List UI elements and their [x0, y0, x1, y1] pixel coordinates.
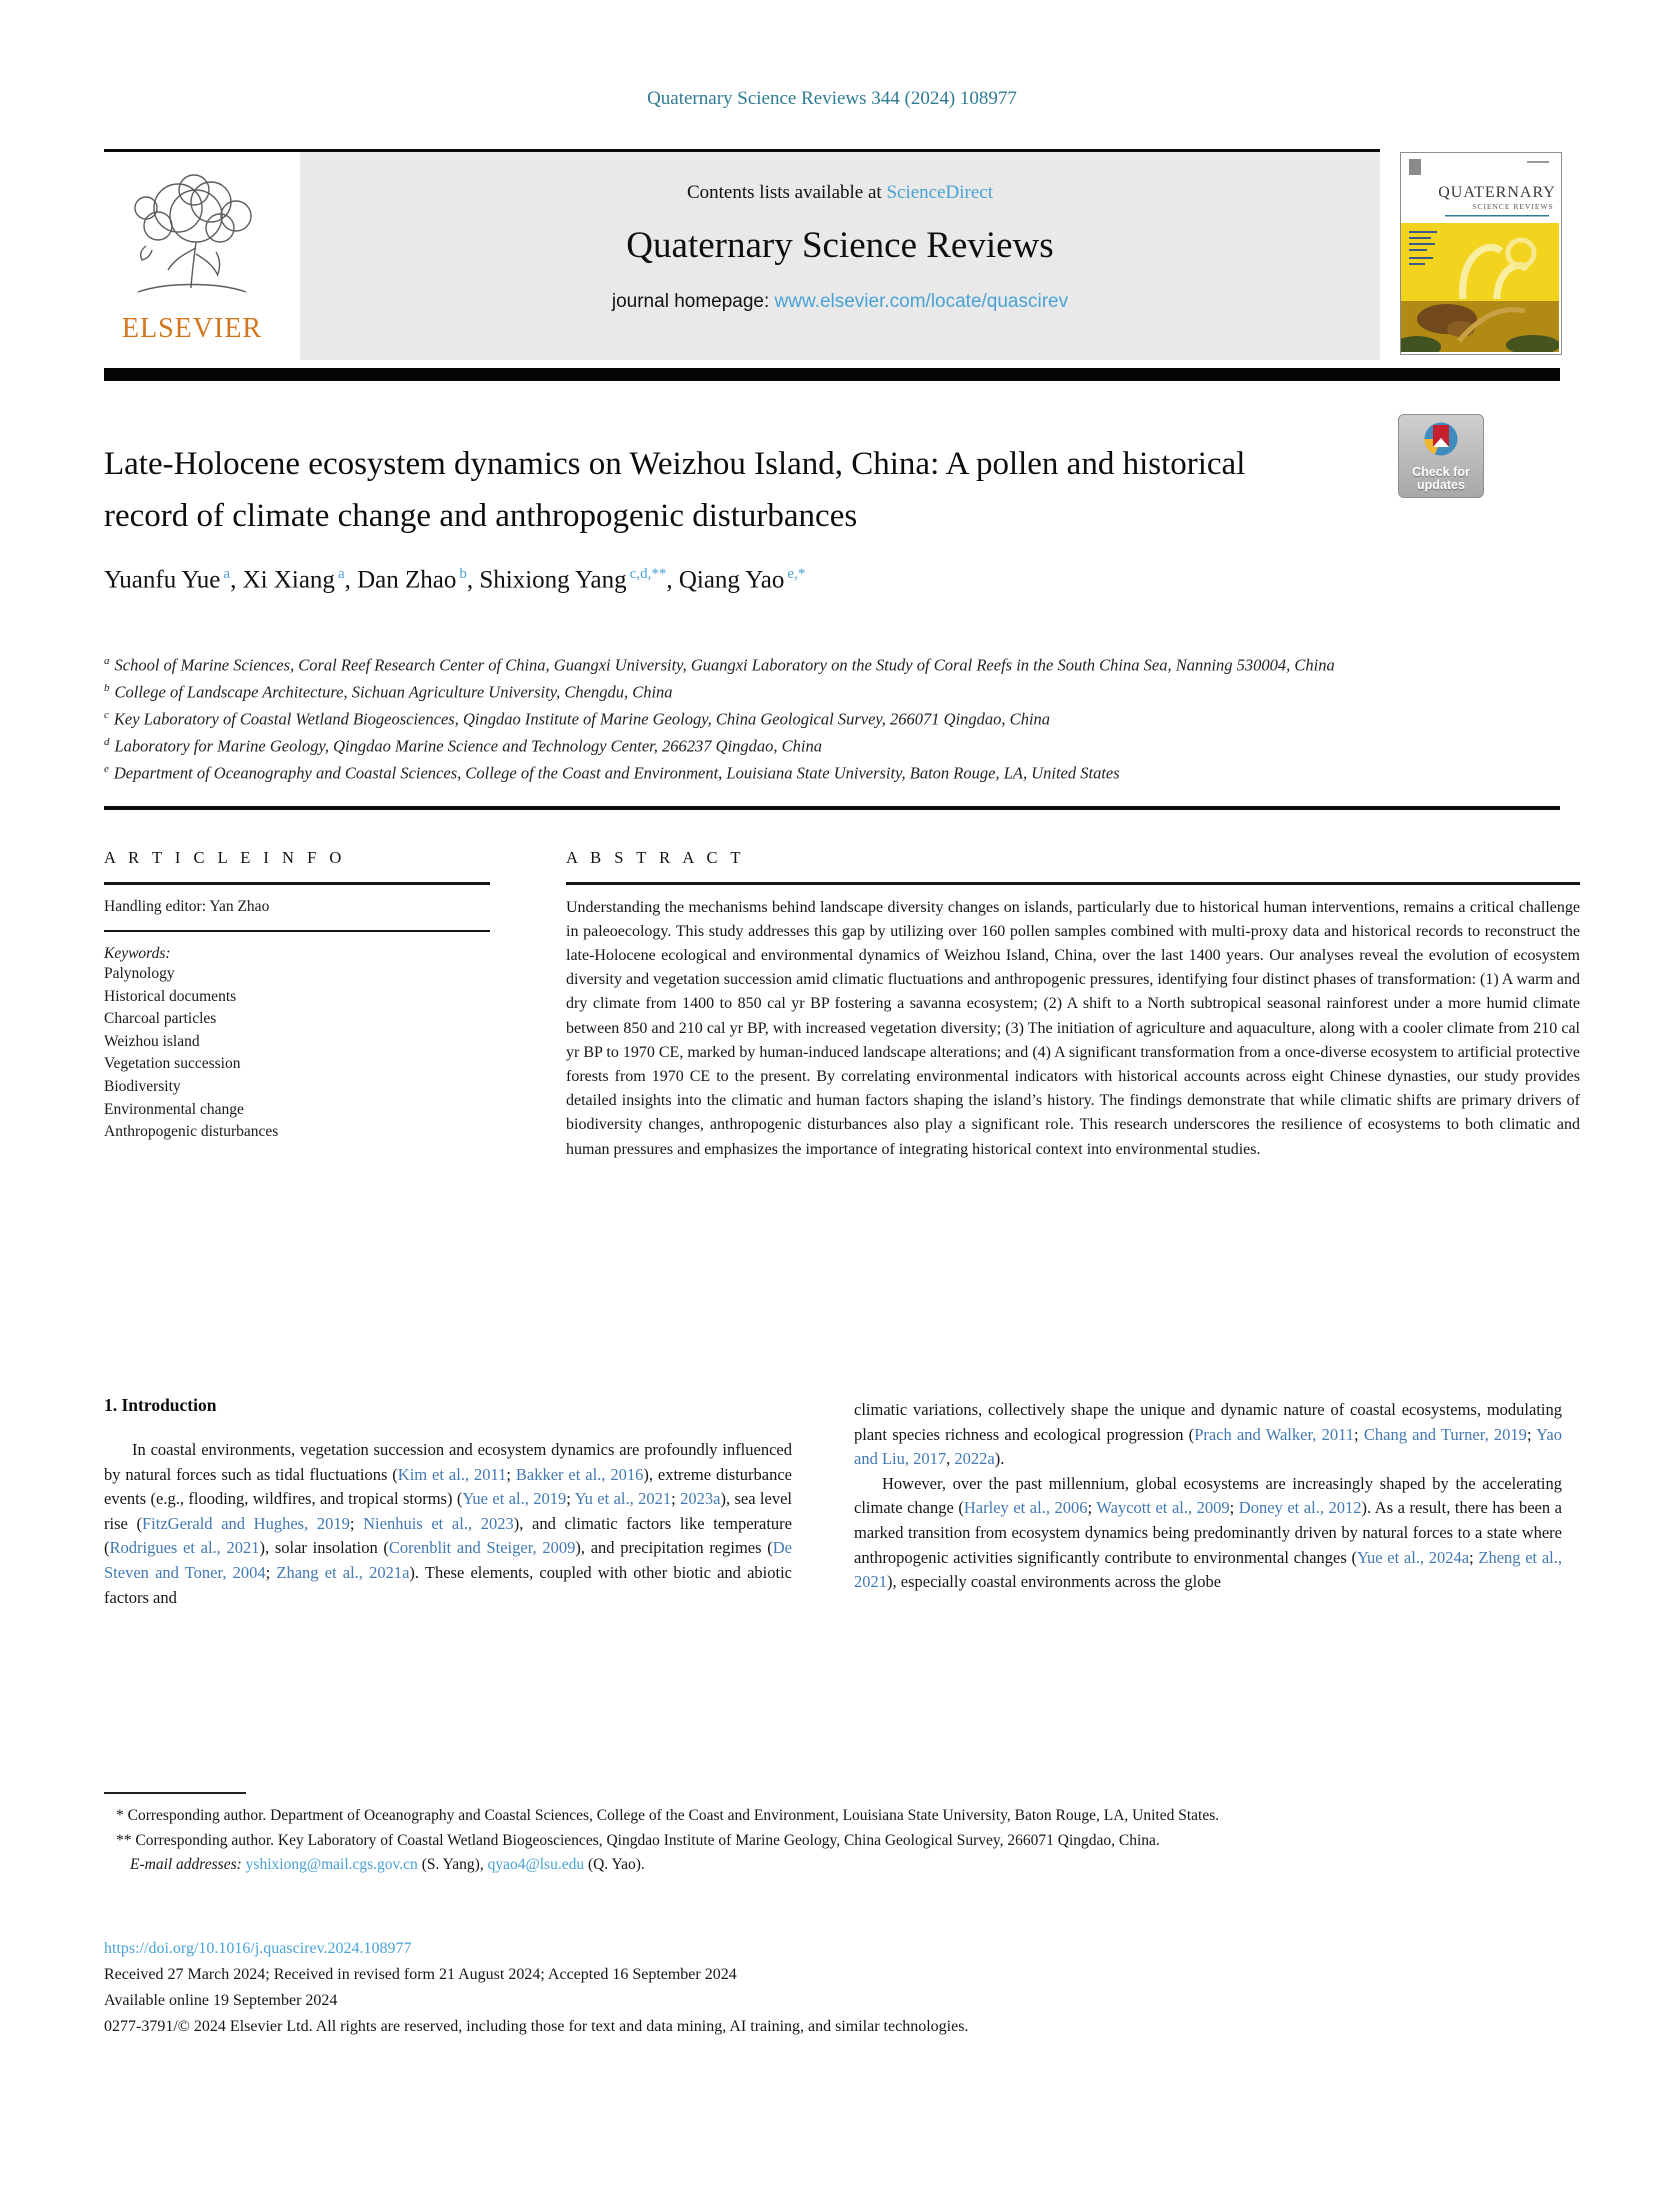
author-affiliation-sup: e,* — [787, 566, 806, 582]
affiliation-text: College of Landscape Architecture, Sichuan Agriculture University, Chengdu, China — [114, 682, 673, 702]
text-segment: ), solar insolation ( — [259, 1538, 389, 1558]
citation-link[interactable]: Kim et al., 2011 — [397, 1464, 507, 1484]
author-affiliation-sup: a — [223, 566, 231, 582]
text-segment: climatic variations, collectively shape the unique and dynamic nature of coastal ecosystems, modulating plant species richness and ecological progression ( — [854, 1400, 1562, 1444]
affiliation-text: Laboratory for Marine Geology, Qingdao Marine Science and Technology Center, 266237 Qingdao, China — [114, 736, 822, 756]
citation-link[interactable]: Zheng et al., 2021 — [854, 1547, 1562, 1592]
italic-text: E-mail addresses: — [130, 1856, 242, 1873]
keyword-item: Weizhou island — [104, 1032, 200, 1050]
journal-header-box — [300, 152, 1380, 360]
cover-mini-logo-icon — [1409, 159, 1421, 175]
keyword-item: Biodiversity — [104, 1077, 181, 1095]
text-segment: In coastal environments, vegetation succession and ecosystem dynamics are profoundly influenced by natural forces such as tidal fluctuations ( — [104, 1440, 792, 1484]
section-divider-rule — [104, 806, 1560, 810]
text-segment: , Qiang Yao — [666, 566, 785, 594]
text-segment: ; — [566, 1489, 575, 1509]
crossmark-icon — [1400, 415, 1482, 461]
keyword-item: Palynology — [104, 965, 175, 982]
text-segment: , Dan Zhao — [344, 566, 457, 594]
contents-prefix: Contents lists available at — [686, 182, 887, 203]
citation-link[interactable]: Waycott et al., 2009 — [1096, 1498, 1230, 1518]
text-segment: ), extreme disturbance events (e.g., flooding, wildfires, and tropical storms) ( — [104, 1464, 792, 1509]
sciencedirect-link[interactable]: ScienceDirect — [886, 182, 994, 203]
body-column-left — [104, 1438, 792, 1610]
citation-link[interactable]: FitzGerald and Hughes, 2019 — [141, 1513, 350, 1533]
author-affiliation-sup: b — [459, 566, 467, 582]
elsevier-logo — [100, 168, 284, 345]
citation-link[interactable]: Yue et al., 2019 — [462, 1489, 567, 1509]
affiliation-sup: e — [104, 763, 109, 775]
affiliation-sup: c — [104, 709, 109, 721]
keyword-item: Anthropogenic disturbances — [104, 1123, 279, 1141]
citation-link[interactable]: Chang and Turner, 2019 — [1363, 1424, 1527, 1444]
text-segment: ), sea level rise ( — [104, 1489, 792, 1533]
badge-label-line1: Check for — [1412, 465, 1470, 479]
article-info-rule — [104, 882, 490, 885]
text-segment: ; — [265, 1562, 277, 1582]
text-segment: ), especially coastal environments across the globe — [887, 1572, 1222, 1592]
header-divider-bar — [104, 368, 1560, 381]
introduction-heading: 1. Introduction — [104, 1395, 217, 1415]
text-segment: ; — [1469, 1547, 1479, 1567]
available-online: Available online 19 September 2024 — [104, 1992, 338, 2009]
text-segment: ), and climatic factors like temperature ( — [104, 1513, 793, 1558]
text-segment: ; — [671, 1489, 681, 1509]
citation-link[interactable]: Rodrigues et al., 2021 — [109, 1538, 260, 1558]
abstract-column — [566, 848, 1580, 1162]
abstract-text: Understanding the mechanisms behind landscape diversity changes on islands, particularly due to historical human interventions, remains a critical challenge in paleoecology. This study addresses this gap by utilizing over 160 pollen samples combined with multi-proxy data and historical records to reconstruct the late-Holocene ecological and environmental dynamics of Weizhou Island, China, over the last 1400 years. Our analyses reveal the evolution of ecosystem diversity and vegetation succession amid climatic fluctuations and anthropogenic pressures, identifying four distinct phases of transformation: (1) A warm and dry climate from 1400 to 850 cal yr BP fostering a savanna ecosystem; (2) A shift to a North subtropical seasonal rainforest under a more humid climate between 850 and 210 cal yr BP, with increased vegetation diversity; (3) The initiation of agriculture and aquaculture, along with a cooler climate from 210 cal yr BP to 1970 CE, marked by human-induced landscape alterations; and (4) A significant transformation from a once-diverse ecosystem to artificial protective forests from 1970 CE to the present. By correlating environmental indicators with historical accounts across eight Chinese dynasties, our study provides detailed insights into the climatic and human factors shaping the island’s history. The findings demonstrate that while climatic shifts are primary drivers of biodiversity changes, anthropogenic disturbances also play a significant role. This research underscores the resilience of ecosystems to both climatic and human pressures and emphasizes the importance of integrating historical context into environmental studies. — [566, 898, 1580, 1158]
affiliation-item — [104, 650, 1564, 677]
journal-homepage-link[interactable]: www.elsevier.com/locate/quascirev — [774, 291, 1069, 312]
cover-title: QUATERNARY — [1438, 184, 1556, 201]
citation-link[interactable]: Yu et al., 2021 — [574, 1489, 672, 1509]
citation-link[interactable]: Bakker et al., 2016 — [515, 1464, 644, 1484]
citation-link[interactable]: Corenblit and Steiger, 2009 — [388, 1538, 576, 1558]
text-segment: Yuanfu Yue — [104, 566, 221, 594]
affiliation-sup: a — [104, 655, 110, 667]
affiliation-item — [104, 704, 1564, 731]
author-affiliation-sup: a — [337, 566, 345, 582]
text-segment: , — [946, 1449, 955, 1469]
text-segment: ; — [1354, 1424, 1364, 1444]
email-addresses-line — [104, 1853, 1564, 1878]
email-link[interactable]: qyao4@lsu.edu — [487, 1856, 585, 1873]
text-segment: , Shixiong Yang — [466, 566, 627, 594]
journal-title: Quaternary Science Reviews — [626, 225, 1054, 266]
intro-paragraph-left — [104, 1438, 792, 1610]
citation-link[interactable]: Zhang et al., 2021a — [276, 1562, 410, 1582]
text-segment: (Q. Yao). — [584, 1856, 645, 1873]
badge-label-line2: updates — [1417, 478, 1465, 492]
affiliation-sup: d — [104, 736, 110, 748]
article-info-column — [104, 848, 490, 1144]
citation-link[interactable]: 2022a — [954, 1449, 995, 1469]
citation-link[interactable]: De Steven and Toner, 2004 — [104, 1538, 792, 1582]
affiliation-item — [104, 731, 1564, 758]
citation-link[interactable]: 2023a — [680, 1489, 721, 1509]
text-segment: However, over the past millennium, global ecosystems are increasingly shaped by the accelerating climate change ( — [854, 1473, 1562, 1518]
check-for-updates-badge[interactable] — [1398, 414, 1484, 498]
cover-subtitle: SCIENCE REVIEWS — [1472, 202, 1554, 211]
abstract-rule — [566, 882, 1580, 885]
publication-info — [104, 1936, 1564, 2040]
keywords-label: Keywords: — [104, 945, 171, 962]
corresponding-author-footnote-2: ** Corresponding author. Key Laboratory of Coastal Wetland Biogeosciences, Qingdao Institute of Marine Geology, China Geological Survey, 266071 Qingdao, China. — [116, 1831, 1160, 1849]
text-segment: ; — [349, 1513, 364, 1533]
citation-link[interactable]: Harley et al., 2006 — [963, 1498, 1088, 1518]
handling-editor: Handling editor: Yan Zhao — [104, 897, 270, 915]
copyright-line: 0277-3791/© 2024 Elsevier Ltd. All rights are reserved, including those for text and data mining, AI training, and similar technologies. — [104, 2018, 969, 2035]
homepage-prefix: journal homepage: — [611, 291, 775, 312]
abstract-heading: A B S T R A C T — [566, 848, 745, 867]
keyword-item: Charcoal particles — [104, 1010, 217, 1028]
corresponding-author-footnote-1: * Corresponding author. Department of Oceanography and Coastal Sciences, College of the Coast and Environment, Louisiana State University, Baton Rouge, LA, United States. — [116, 1807, 1220, 1824]
article-info-heading: A R T I C L E I N F O — [104, 848, 346, 867]
badge-label — [1399, 466, 1483, 492]
keyword-item: Environmental change — [104, 1100, 244, 1118]
affiliation-item — [104, 677, 1564, 704]
text-segment: ; — [506, 1464, 516, 1484]
article-info-rule2 — [104, 930, 490, 933]
text-segment: (S. Yang), — [417, 1856, 488, 1873]
elsevier-wordmark: ELSEVIER — [121, 313, 263, 344]
affiliation-text: School of Marine Sciences, Coral Reef Research Center of China, Guangxi University, Guangxi Laboratory on the Study of Coral Reefs in the South China Sea, Nanning 530004, China — [114, 655, 1335, 675]
affiliation-item — [104, 758, 1564, 785]
affiliation-sup: b — [104, 682, 110, 694]
contents-line — [300, 182, 1380, 204]
citation-link[interactable]: Prach and Walker, 2011 — [1194, 1424, 1355, 1444]
received-dates: Received 27 March 2024; Received in revised form 21 August 2024; Accepted 16 September 2024 — [104, 1966, 737, 1983]
author-list — [104, 566, 1404, 594]
homepage-line — [300, 291, 1380, 313]
text-segment: ; — [1087, 1498, 1097, 1518]
keyword-item: Historical documents — [104, 987, 237, 1005]
intro-paragraph-right-1 — [854, 1398, 1562, 1472]
doi-link[interactable]: https://doi.org/10.1016/j.quascirev.2024.108977 — [104, 1940, 412, 1957]
citation-link[interactable]: Yao and Liu, 2017 — [854, 1424, 1562, 1469]
text-segment: , Xi Xiang — [230, 566, 335, 594]
intro-paragraph-right-2 — [854, 1472, 1562, 1595]
affiliation-text: Key Laboratory of Coastal Wetland Biogeosciences, Qingdao Institute of Marine Geology, China Geological Survey, 266071 Qingdao, China — [113, 709, 1051, 729]
author-affiliation-sup: c,d,** — [629, 566, 667, 582]
text-segment: ). These elements, coupled with other biotic and abiotic factors and — [104, 1562, 792, 1607]
affiliation-text: Department of Oceanography and Coastal Sciences, College of the Coast and Environment, Louisiana State University, Baton Rouge, LA, United States — [113, 763, 1120, 783]
article-title: Late-Holocene ecosystem dynamics on Weizhou Island, China: A pollen and historical record of climate change and anthropogenic disturbances — [104, 446, 1246, 534]
email-link[interactable]: yshixiong@mail.cgs.gov.cn — [245, 1856, 418, 1873]
elsevier-tree-icon — [116, 168, 268, 306]
text-segment: ). As a result, there has been a marked transition from ecosystem dynamics being predominantly driven by natural forces to a state where anthropogenic activities significantly contribute to environmental changes ( — [854, 1498, 1562, 1567]
citation-link[interactable]: Doney et al., 2012 — [1238, 1498, 1362, 1518]
body-column-right — [854, 1398, 1562, 1595]
journal-cover-art — [1401, 153, 1559, 352]
text-segment: ), and precipitation regimes ( — [575, 1538, 773, 1558]
text-segment: ; — [1526, 1424, 1537, 1444]
citation-link[interactable]: Nienhuis et al., 2023 — [363, 1513, 514, 1533]
affiliation-list — [104, 650, 1564, 785]
keyword-item: Vegetation succession — [104, 1055, 241, 1073]
citation-link[interactable]: Yue et al., 2024a — [1356, 1547, 1470, 1567]
footnote-rule — [104, 1792, 246, 1794]
footnotes — [104, 1804, 1564, 1878]
journal-cover-thumbnail — [1400, 152, 1562, 355]
journal-reference: Quaternary Science Reviews 344 (2024) 108977 — [647, 88, 1017, 109]
text-segment: ; — [1229, 1498, 1239, 1518]
text-segment: ). — [994, 1449, 1005, 1469]
